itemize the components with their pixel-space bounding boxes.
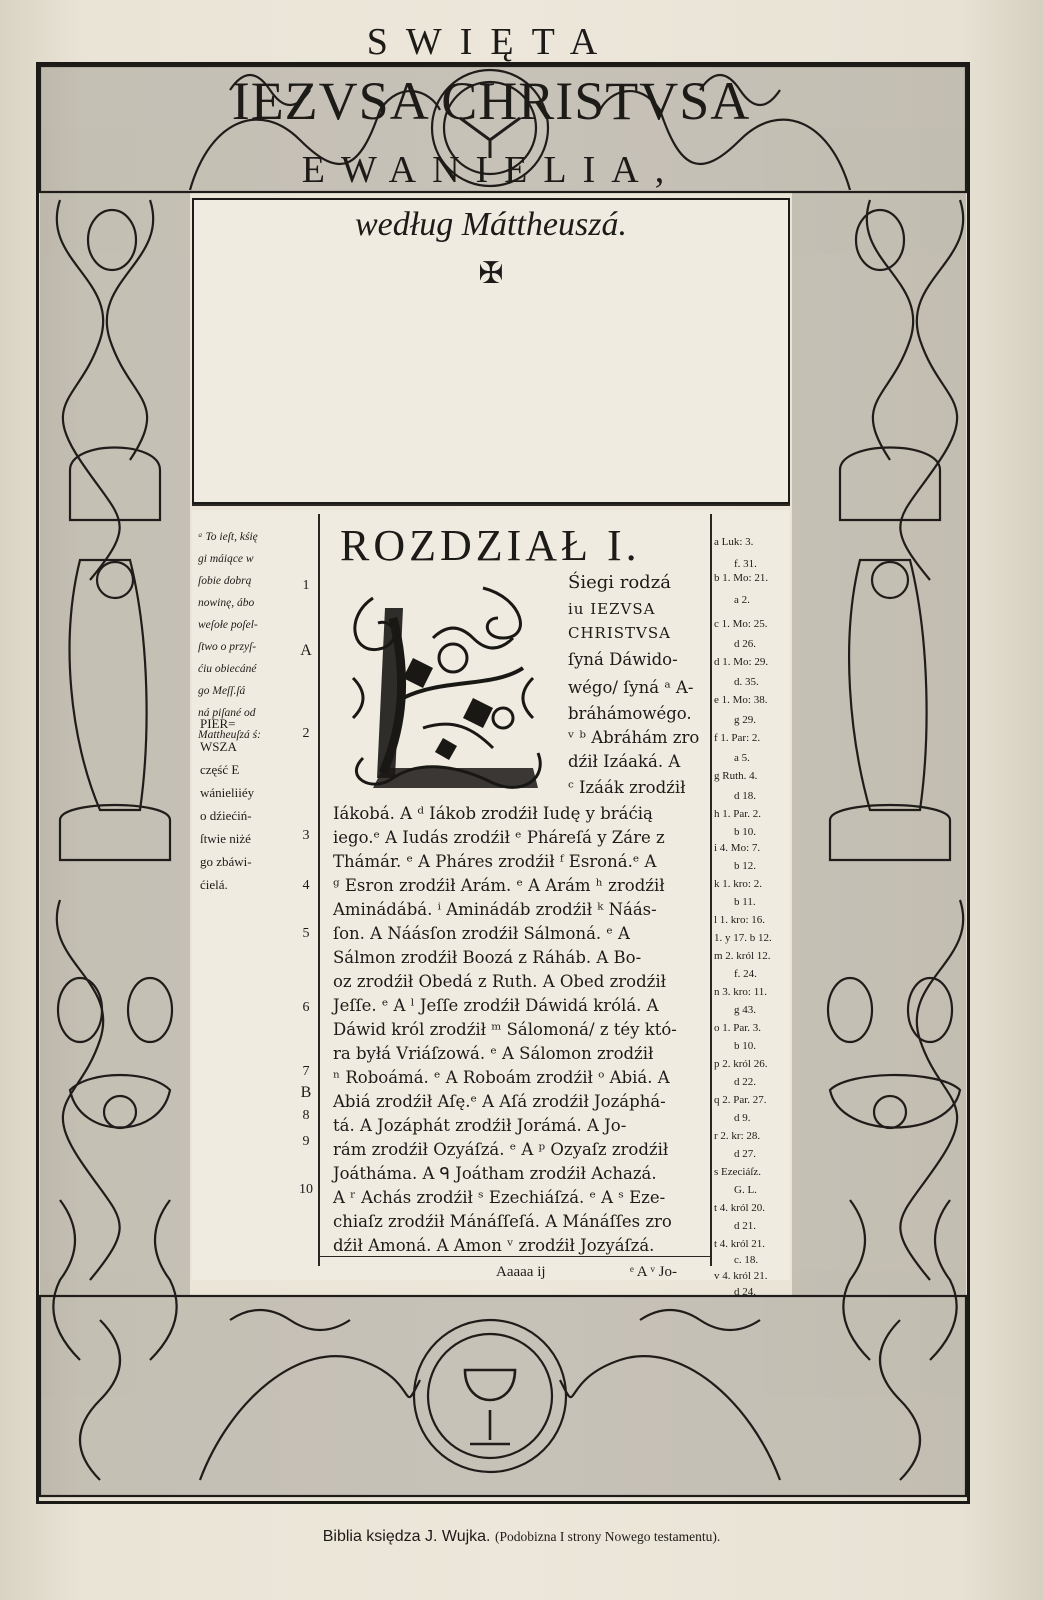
side-note-line: ſtwo o przyſ- [198, 641, 257, 653]
marginal-ref: g Ruth. 4. [714, 770, 758, 782]
verse-number: 10 [299, 1182, 313, 1197]
section-mark-a: A [300, 642, 312, 659]
text-line: iu IEZVSA [568, 600, 656, 618]
title-line-iezvsa-christvsa: IEZVSA CHRISTVSA [231, 71, 751, 131]
marginal-ref: d 27. [734, 1148, 756, 1160]
verse-number: 6 [302, 1000, 310, 1015]
marginal-ref: i 4. Mo: 7. [714, 842, 761, 854]
marginal-ref: b 12. [734, 860, 756, 872]
marginal-ref: r 2. kr: 28. [714, 1130, 761, 1142]
rule-top [192, 504, 790, 506]
side-summary-line: o dźiećiń- [200, 808, 252, 823]
text-line: Abiá zrodźił Aſę.ᵉ A Aſá zrodźił Jozáphá- [333, 1092, 666, 1111]
marginal-ref: t 4. król 21. [714, 1238, 766, 1250]
side-note-line: gi máiące w [198, 553, 254, 565]
marginal-ref: f 1. Par: 2. [714, 732, 761, 744]
text-line: ſyná Dáwido- [568, 650, 678, 669]
text-line: Thámár. ᵉ A Pháres zrodźił ᶠ Esroná.ᵉ A [333, 852, 657, 871]
catchword: ᵉ A ᵛ Jo- [630, 1264, 678, 1280]
rule-right [710, 514, 712, 1266]
marginal-ref: a 2. [734, 594, 750, 606]
side-note-line: Mattheuſzá ś: [198, 729, 261, 741]
marginal-ref: b 1. Mo: 21. [714, 572, 769, 584]
verse-number: 5 [302, 926, 310, 941]
text-line: bráhámowégo. [568, 704, 692, 723]
side-note-line: nowinę, ábo [198, 597, 255, 609]
marginal-ref: d 1. Mo: 29. [714, 656, 769, 668]
marginal-ref: d 9. [734, 1112, 751, 1124]
text-line: Sálmon zrodźił Boozá z Ráháb. A Bo- [333, 948, 642, 967]
title-line-swieta: SWIĘTA [366, 21, 616, 63]
text-line: rám zrodźił Ozyáſzá. ᵉ A ᵖ Ozyaſz zrodźił [333, 1140, 669, 1159]
side-summary-line: go zbáwi- [200, 854, 252, 869]
side-summary [200, 712, 290, 896]
text-line: Joátháma. A ᑫ Joátham zrodźił Achazá. [333, 1164, 657, 1183]
decorated-initial-l [333, 578, 563, 800]
text-line: Jeſſe. ᵉ A ˡ Jeſſe zrodźił Dáwidá królá. A [333, 996, 659, 1015]
text-line: ᵛ ᵇ Abráhám zro [568, 728, 700, 747]
caption-main: Biblia księdza J. Wujka. [322, 1528, 491, 1545]
text-line: chiaſz zrodźił Mánáſſeſá. A Mánáſſes zro [333, 1212, 672, 1231]
marginal-ref: G. L. [734, 1184, 757, 1196]
text-line: ᶜ Izáák zrodźił [568, 778, 686, 797]
side-summary-line: WSZA [200, 739, 237, 754]
marginal-ref: 1. y 17. b 12. [714, 932, 772, 944]
title-line-wedlug-mattheusza: według Máttheuszá. [355, 206, 627, 243]
marginal-ref: d 18. [734, 790, 756, 802]
marginal-ref: g 29. [734, 714, 756, 726]
side-summary-line: ćielá. [200, 877, 228, 892]
text-line: iego.ᵉ A Iudás zrodźił ᵉ Pháreſá y Záre z [333, 828, 665, 847]
section-mark-b: B [300, 1084, 312, 1101]
side-summary-line: wánieliiéy [200, 785, 255, 800]
text-line: Aminádábá. ⁱ Aminádáb zrodźił ᵏ Náás- [333, 900, 657, 919]
side-summary-line: część E [200, 762, 240, 777]
marginal-ref: b 10. [734, 826, 756, 838]
marginal-ref: s Ezeciáſz. [714, 1166, 762, 1178]
verse-number: 3 [302, 828, 310, 843]
marginal-ref: f. 31. [734, 558, 757, 570]
marginal-ref: d 26. [734, 638, 756, 650]
side-note-line: go Meſſ.ſá [198, 685, 246, 697]
text-line: A ʳ Achás zrodźił ˢ Ezechiáſzá. ᵉ A ˢ Eze- [333, 1188, 666, 1207]
caption-note: (Podobizna I strony Nowego testamentu). [494, 1529, 721, 1544]
text-line: Dáwid król zrodźił ᵐ Sálomoná/ z téy któ- [333, 1020, 677, 1039]
marginal-ref: n 3. kro: 11. [714, 986, 768, 998]
text-line: ᵍ Esron zrodźił Arám. ᵉ A Arám ʰ zrodźił [333, 876, 665, 895]
side-summary-line: ſtwie niżé [200, 831, 251, 846]
marginal-ref: c 1. Mo: 25. [714, 618, 768, 630]
text-line: ⁿ Roboámá. ᵉ A Roboám zrodźił ᵒ Abiá. A [333, 1068, 670, 1087]
side-note-line: ná piſané od [198, 707, 256, 719]
text-line: ſon. A Náásſon zrodźił Sálmoná. ᵉ A [333, 924, 630, 943]
text-line: dźił Izáaká. A [568, 752, 681, 771]
verse-number: 4 [302, 878, 310, 893]
verse-number: 7 [302, 1064, 310, 1079]
caption [0, 1528, 1043, 1546]
marginal-ref: k 1. kro: 2. [714, 878, 762, 890]
side-note-line: ſobie dobrą [198, 575, 252, 587]
marginal-ref: t 4. król 20. [714, 1202, 766, 1214]
verse-number: 8 [302, 1108, 310, 1123]
marginal-ref: l 1. kro: 16. [714, 914, 766, 926]
side-note-line: ćiu obiecáné [198, 663, 257, 675]
text-line: tá. A Jozáphát zrodźił Jorámá. A Jo- [333, 1116, 627, 1135]
text-line: dźił Amoná. A Amon ᵛ zrodźił Jozyáſzá. [333, 1236, 655, 1255]
side-note-line: ᵃ To ieſt, kśię [198, 531, 258, 543]
marginal-ref: d 21. [734, 1220, 756, 1232]
text-line: Iákobá. A ᵈ Iákob zrodźił Iudę y bráćią [333, 804, 653, 823]
marginal-ref: q 2. Par. 27. [714, 1094, 767, 1106]
marginal-ref: d 24. [734, 1286, 756, 1298]
marginal-ref: b 11. [734, 896, 756, 908]
marginal-ref: h 1. Par. 2. [714, 808, 762, 820]
marginal-ref: g 43. [734, 1004, 756, 1016]
cross-icon: ✠ [478, 257, 504, 290]
marginal-ref: f. 24. [734, 968, 757, 980]
rule-bottom [318, 1256, 712, 1257]
text-line: ra byłá Vriáſzowá. ᵉ A Sálomon zrodźił [333, 1044, 654, 1063]
marginal-ref: e 1. Mo: 38. [714, 694, 768, 706]
signature-mark: Aaaaa ij [496, 1264, 546, 1280]
marginal-ref: o 1. Par. 3. [714, 1022, 762, 1034]
marginal-ref: m 2. król 12. [714, 950, 771, 962]
title-line-ewanielia: EWANIELIA, [301, 149, 681, 191]
text-line: Śiegi rodzá [568, 572, 671, 593]
verse-number: 9 [302, 1134, 310, 1149]
marginal-ref: d 22. [734, 1076, 756, 1088]
marginal-ref: p 2. król 26. [714, 1058, 768, 1070]
rule-left [318, 514, 320, 1266]
marginal-ref: c. 18. [734, 1254, 759, 1266]
side-summary-line: PIER= [200, 716, 236, 731]
marginal-ref: d. 35. [734, 676, 759, 688]
text-line: wégo/ ſyná ᵃ A- [568, 678, 694, 697]
marginal-ref: v 4. król 21. [714, 1270, 768, 1282]
marginal-ref: a Luk: 3. [714, 536, 754, 548]
marginal-ref: a 5. [734, 752, 750, 764]
verse-number: 1 [302, 578, 310, 593]
text-line: oz zrodźił Obedá z Ruth. A Obed zrodźił [333, 972, 666, 991]
side-note-line: weſołe poſel- [198, 619, 258, 631]
chapter-heading: ROZDZIAŁ I. [340, 521, 641, 570]
verse-number: 2 [302, 726, 310, 741]
marginal-ref: b 10. [734, 1040, 756, 1052]
text-line: CHRISTVSA [568, 624, 671, 642]
